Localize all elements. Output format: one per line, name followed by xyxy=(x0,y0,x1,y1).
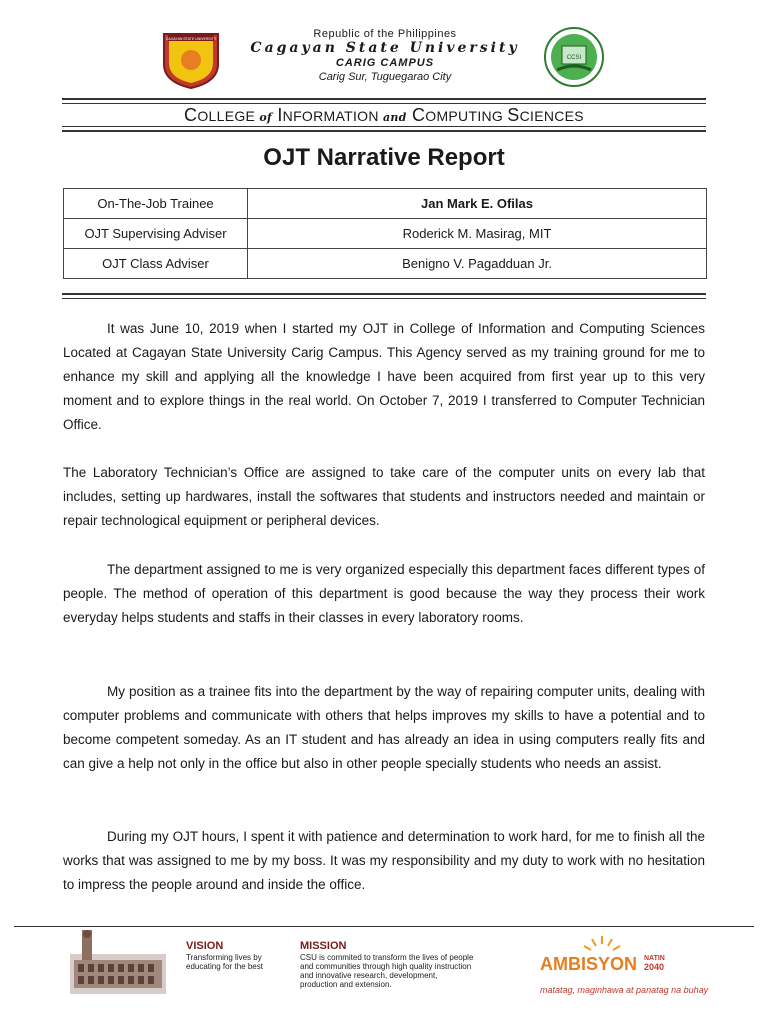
ambisyon-logo-icon xyxy=(538,932,688,982)
svg-text:NATIN: NATIN xyxy=(644,955,665,962)
info-table xyxy=(63,188,707,279)
table-label: On-The-Job Trainee xyxy=(64,189,248,219)
csu-logo-icon xyxy=(160,30,222,90)
table-value: Jan Mark E. Ofilas xyxy=(248,189,707,219)
divider xyxy=(62,298,706,299)
svg-text:2040: 2040 xyxy=(644,962,665,972)
vision-heading: VISION xyxy=(186,940,224,952)
college-name: COLLEGE of INFORMATION and COMPUTING SCIENCES xyxy=(184,105,584,125)
divider xyxy=(62,293,706,295)
table-row xyxy=(64,249,707,279)
svg-text:AMBISYON: AMBISYON xyxy=(540,954,638,974)
page-title: OJT Narrative Report xyxy=(263,144,505,171)
table-value: Benigno V. Pagadduan Jr. xyxy=(248,249,707,279)
divider xyxy=(62,103,706,104)
divider xyxy=(62,98,706,100)
vision-text: Transforming lives by educating for the best xyxy=(186,953,263,971)
paragraph: The Laboratory Technician’s Office are assigned to take care of the computer units on every lab that includes, setting up hardwares, install the softwares that students and instructors needed and maintain or repair technological equipment or peripheral devices. xyxy=(63,465,705,528)
mission-text: CSU is commited to transform the lives of people and communities through high quality instruction and innovative research, development, production and extension. xyxy=(300,953,474,989)
campus-name: CARIG CAMPUS xyxy=(335,57,435,69)
footer-divider xyxy=(14,926,754,927)
building-photo-icon xyxy=(70,930,166,994)
republic-line: Republic of the Philippines xyxy=(313,28,457,40)
campus-address: Carig Sur, Tuguegarao City xyxy=(318,71,452,83)
svg-text:CCSI: CCSI xyxy=(566,55,582,61)
table-label: OJT Class Adviser xyxy=(64,249,248,279)
divider xyxy=(62,130,706,132)
paragraph: The department assigned to me is very organized especially this department faces different types of people. The method of operation of this department is good because the way they process their work everyday helps students and staffs in their classes in every laboratory rooms. xyxy=(63,562,705,625)
paragraph: During my OJT hours, I spent it with patience and determination to work hard, for me to finish all the works that was assigned to me by my boss. It was my responsibility and my duty to work with no hesitation to impress the people around and inside the office. xyxy=(63,829,705,892)
table-label: OJT Supervising Adviser xyxy=(64,219,248,249)
divider xyxy=(62,126,706,127)
table-row xyxy=(64,219,707,249)
mission-heading: MISSION xyxy=(300,940,347,952)
university-name: Cagayan State University xyxy=(250,40,520,56)
ccsi-logo-icon xyxy=(543,24,605,90)
paragraph: My position as a trainee fits into the department by the way of repairing computer units, dealing with computer problems and communicate with others that helps improves my skills to have a potential and to become competent someday. As an IT student and has already an idea in using computers really fits and can give a help not only in the office but also in other people specially students who needs an assist. xyxy=(63,684,705,771)
table-value: Roderick M. Masirag, MIT xyxy=(248,219,707,249)
svg-text:CAGAYAN STATE UNIVERSITY: CAGAYAN STATE UNIVERSITY xyxy=(165,37,217,41)
ambisyon-tagline: matatag, maginhawa at panatag na buhay xyxy=(540,985,709,995)
paragraph: It was June 10, 2019 when I started my OJT in College of Information and Computing Sciences Located at Cagayan State University Carig Campus. This Agency served as my training ground for me to enhance my skill and applying all the knowledge I have been acquired from first year up to this very moment and to explore things in the real world. On October 7, 2019 I transferred to Computer Technician Office. xyxy=(63,321,705,432)
table-row xyxy=(64,189,707,219)
